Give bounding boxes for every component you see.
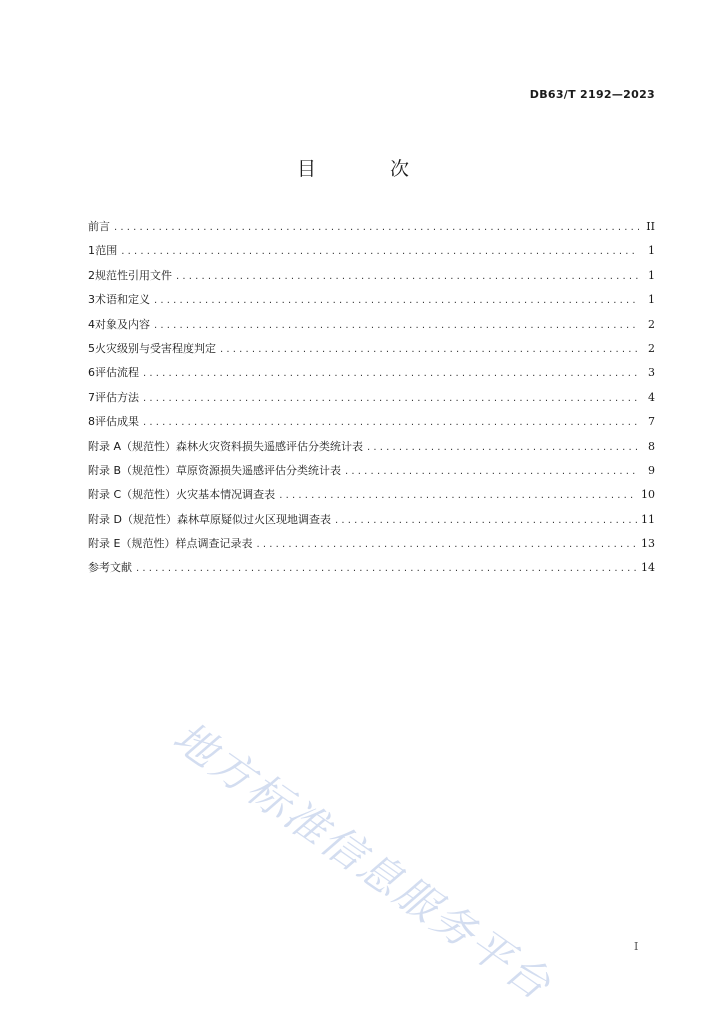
toc-entry[interactable] xyxy=(88,218,655,242)
toc-entry[interactable] xyxy=(88,559,655,583)
toc-entry-label: 评估流程 xyxy=(95,366,139,380)
toc-entry[interactable] xyxy=(88,535,655,559)
toc-entry-label: 附录 B（规范性）草原资源损失遥感评估分类统计表 xyxy=(88,463,342,477)
toc-entry[interactable] xyxy=(88,316,655,340)
toc-dot-leader xyxy=(136,563,637,574)
toc-entry[interactable] xyxy=(88,364,655,388)
toc-entry[interactable] xyxy=(88,413,655,437)
toc-dot-leader xyxy=(367,442,639,453)
toc-dot-leader xyxy=(335,515,637,526)
toc-entry[interactable] xyxy=(88,267,655,291)
document-code: DB63/T 2192—2023 xyxy=(529,88,655,101)
toc-entry-page: 4 xyxy=(648,390,655,404)
toc-dot-leader xyxy=(176,271,639,282)
toc-entry-number: 4 xyxy=(88,317,95,331)
toc-entry-label: 范围 xyxy=(95,244,118,258)
toc-entry[interactable] xyxy=(88,389,655,413)
toc-entry-page: 11 xyxy=(641,512,655,526)
toc-entry-page: 2 xyxy=(648,341,655,355)
toc-entry[interactable] xyxy=(88,462,655,486)
toc-entry-number: 5 xyxy=(88,341,95,355)
toc-entry-number: 2 xyxy=(88,268,95,282)
toc-entry-page: 10 xyxy=(641,488,655,502)
toc-dot-leader xyxy=(143,417,639,428)
toc-entry-number: 8 xyxy=(88,415,95,429)
toc-dot-leader xyxy=(143,393,639,404)
toc-entry[interactable] xyxy=(88,486,655,510)
toc-entry-label: 规范性引用文件 xyxy=(95,268,172,282)
toc-dot-leader xyxy=(154,295,639,306)
toc-entry-label: 评估成果 xyxy=(95,415,139,429)
watermark-text: 地方标准信息服务平台 xyxy=(164,711,562,1011)
toc-entry-number: 6 xyxy=(88,366,95,380)
toc-entry-number: 7 xyxy=(88,390,95,404)
toc-entry-number: 1 xyxy=(88,244,95,258)
toc-entry-page: 9 xyxy=(648,463,655,477)
toc-entry-page: 8 xyxy=(648,439,655,453)
toc-entry-page: 1 xyxy=(648,293,655,307)
toc-dot-leader xyxy=(154,320,639,331)
toc-entry-label: 对象及内容 xyxy=(95,317,150,331)
toc-entry-page: 7 xyxy=(648,415,655,429)
toc-entry[interactable] xyxy=(88,242,655,266)
toc-entry-label: 前言 xyxy=(88,220,110,233)
toc-title: 目 次 xyxy=(296,158,444,180)
toc-entry-label: 术语和定义 xyxy=(95,293,150,307)
toc-entry-page: 14 xyxy=(641,561,655,575)
toc-dot-leader xyxy=(143,368,639,379)
toc-entry-page: 1 xyxy=(648,244,655,258)
toc-entry-label: 参考文献 xyxy=(88,561,132,575)
toc-entry[interactable] xyxy=(88,511,655,535)
page-number: I xyxy=(634,940,639,953)
toc-entry-label: 附录 C（规范性）火灾基本情况调查表 xyxy=(88,488,276,502)
toc-dot-leader xyxy=(256,539,637,550)
toc-entry[interactable] xyxy=(88,340,655,364)
toc-entry-label: 附录 A（规范性）森林火灾资料损失遥感评估分类统计表 xyxy=(88,439,364,453)
toc-entry-page: 1 xyxy=(648,268,655,282)
toc-dot-leader xyxy=(121,246,639,257)
table-of-contents xyxy=(88,218,655,584)
toc-entry[interactable] xyxy=(88,438,655,462)
toc-entry-label: 附录 D（规范性）森林草原疑似过火区现地调查表 xyxy=(88,512,331,526)
toc-entry-label: 附录 E（规范性）样点调查记录表 xyxy=(88,537,253,551)
toc-entry-page: 2 xyxy=(648,317,655,331)
toc-dot-leader xyxy=(345,466,639,477)
toc-entry-page: II xyxy=(646,220,655,233)
toc-entry-label: 评估方法 xyxy=(95,390,139,404)
toc-dot-leader xyxy=(279,490,637,501)
toc-entry-page: 3 xyxy=(648,366,655,380)
toc-entry-label: 火灾级别与受害程度判定 xyxy=(95,341,216,355)
toc-dot-leader xyxy=(220,344,639,355)
toc-entry[interactable] xyxy=(88,291,655,315)
toc-entry-page: 13 xyxy=(641,537,655,551)
toc-dot-leader xyxy=(114,222,639,233)
toc-entry-number: 3 xyxy=(88,293,95,307)
